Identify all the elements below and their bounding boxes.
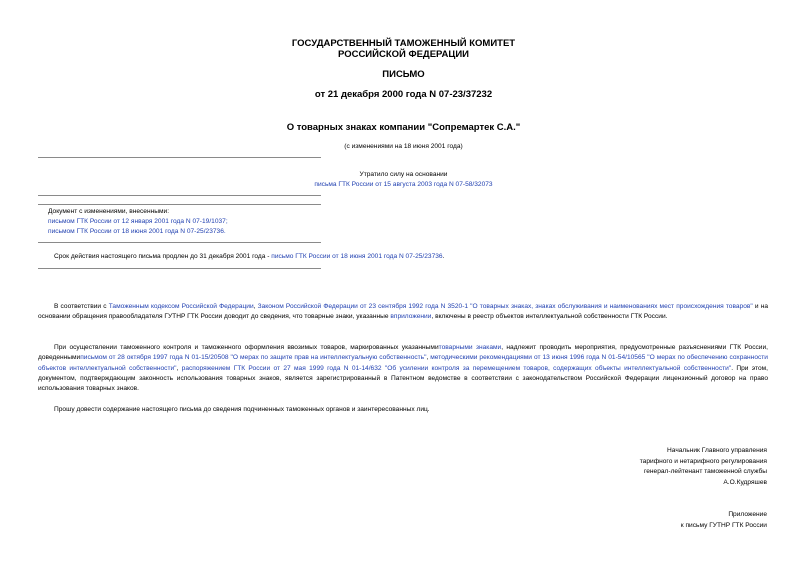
- amendments-note: (с изменениями на 18 июня 2001 года): [344, 143, 463, 150]
- changes-link-2[interactable]: письмом ГТК России от 18 июня 2001 года N 07-25/23736.: [48, 228, 226, 235]
- recommendations-1996-link[interactable]: методическими рекомендациями от 13 июня 1996 года N 01-54/10565 "О мерах по обеспечению сохранности объектов интеллектуальной собственности": [38, 354, 768, 372]
- trademark-law-link[interactable]: Законом Российской Федерации от 23 сентября 1992 года N 3520-1 "О товарных знаках, знаках обслуживания и наименованиях мест происхождения товаров": [257, 303, 753, 310]
- changes-link-1[interactable]: письмом ГТК России от 12 января 2001 года N 07-19/1037;: [48, 218, 228, 225]
- signature-block: [640, 446, 767, 488]
- text-run: В соответствии с: [54, 303, 109, 310]
- doc-type: ПИСЬМО: [382, 69, 425, 80]
- expired-text: Утратило силу на основании: [359, 171, 448, 178]
- validity-link[interactable]: письмо ГТК России от 18 июня 2001 года N 07-25/23736: [271, 253, 443, 260]
- appendix-link[interactable]: вприложении: [390, 313, 432, 321]
- text-run: и на основании обращения правообладателя ГУТНР ГТК России доводит до сведения, что товарные знаки, указанные: [38, 303, 769, 321]
- divider: [38, 195, 321, 196]
- signer-name: А.О.Кудряшев: [723, 478, 767, 486]
- signer-title-line2: тарифного и нетарифного регулирования: [639, 457, 767, 465]
- text-run: При осуществлении таможенного контроля и таможенного оформления ввозимых товаров, маркированных указанными: [54, 344, 439, 351]
- order-1999-link[interactable]: распоряжением ГТК России от 27 мая 1999 года N 01-14/632 "Об усилении контроля за перемещением товаров, содержащих объекты интеллектуальной собственности": [181, 364, 732, 372]
- expired-basis-link[interactable]: письма ГТК России от 15 августа 2003 года N 07-58/32073: [314, 181, 493, 188]
- org-name-line2: РОССИЙСКОЙ ФЕДЕРАЦИИ: [337, 49, 469, 60]
- letter-1997-link[interactable]: письмом от 28 октября 1997 года N 01-15/20508 "О мерах по защите прав на интеллектуальную собственность": [80, 354, 427, 362]
- validity-note: [54, 252, 444, 262]
- signer-rank: генерал-лейтенант таможенной службы: [643, 468, 767, 476]
- divider: [38, 204, 321, 205]
- appendix-ref: к письму ГУТНР ГТК России: [680, 521, 767, 529]
- text-run: . При этом, документом, подтверждающим законность использования товарных знаков, является зарегистрированный в Патентном ведомстве в соответствии с законодательством Российской Федерации лицензионный договор на право использования товарных знаков.: [38, 364, 768, 393]
- paragraph-1: [38, 302, 768, 323]
- text-run: ,: [253, 303, 258, 310]
- trademarks-link[interactable]: товарными знаками: [438, 344, 502, 351]
- changes-intro: Документ с изменениями, внесенными:: [48, 208, 170, 215]
- divider: [38, 157, 321, 158]
- divider: [38, 268, 321, 269]
- doc-date-number: от 21 декабря 2000 года N 07-23/37232: [314, 89, 493, 100]
- doc-subject: О товарных знаках компании "Сопремартек С.А.": [286, 122, 521, 133]
- text-run: , надлежит проводить мероприятия, предусмотренные разъяснениями ГТК России, доведенными: [38, 344, 768, 362]
- org-name-line1: ГОСУДАРСТВЕННЫЙ ТАМОЖЕННЫЙ КОМИТЕТ: [291, 38, 516, 49]
- text-run: , включены в реестр объектов интеллектуальной собственности ГТК России.: [431, 313, 668, 321]
- paragraph-2: [38, 343, 768, 394]
- appendix-block: [681, 510, 767, 531]
- appendix-title: Приложение: [728, 511, 767, 518]
- text-run: ,: [176, 364, 182, 372]
- divider: [38, 242, 321, 243]
- validity-text: Срок действия настоящего письма продлен до 31 декабря 2001 года -: [54, 253, 272, 260]
- text-run: ,: [426, 354, 431, 362]
- paragraph-3: Прошу довести содержание настоящего письма до сведения подчиненных таможенных органов и заинтересованных лиц.: [54, 406, 430, 413]
- signer-title-line1: Начальник Главного управления: [667, 447, 767, 454]
- customs-code-link[interactable]: Таможенным кодексом Российской Федерации: [108, 303, 254, 310]
- validity-end: .: [442, 253, 445, 260]
